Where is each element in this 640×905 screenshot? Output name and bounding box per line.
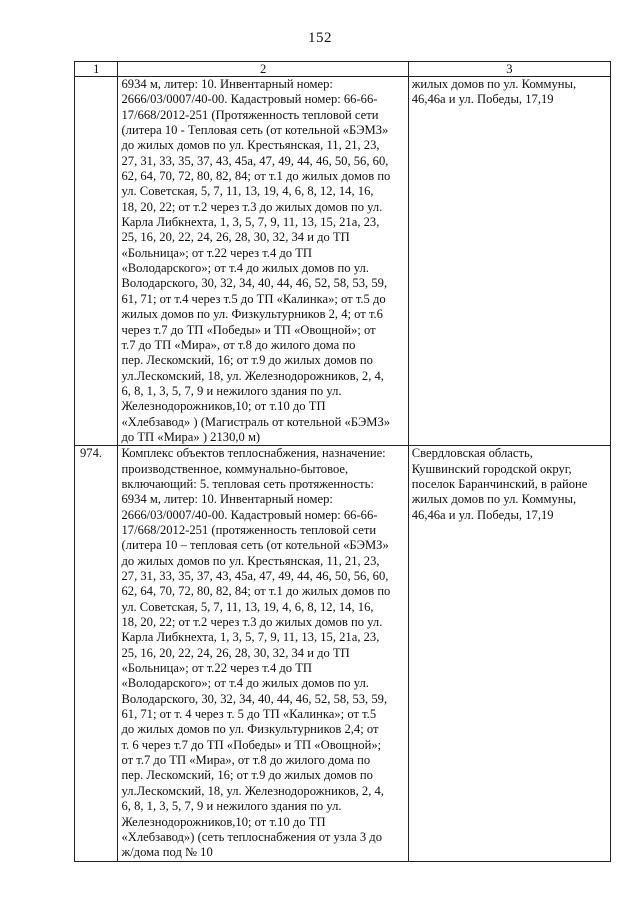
object-address-text: жилых домов по ул. Коммуны, 46,46а и ул. Победы, 17,19 [411,77,577,107]
object-description [118,446,408,861]
property-table [74,61,611,862]
object-address [408,77,610,446]
header-col-2: 2 [118,62,408,77]
header-col-3: 3 [408,62,610,77]
row-number [75,77,118,446]
object-address-text: Свердловская область, Кушвинский городской округ, поселок Баранчинский, в районе жилых домов по ул. Коммуны, 46,46а и ул. Победы, 17,19 [411,446,588,522]
object-description [118,77,408,446]
object-description-text: Комплекс объектов теплоснабжения, назначение: производственное, коммунально-бытовое, включающий: 5. тепловая сеть протяженность: 6934 м, литер: 10. Инвентарный номер: 2666/03/0007/40-00. Кадастровый номер: 66-66- 17/668/2012-251 (протяженность тепловой сети (литера 10 – тепловая сеть (от котельной «БЭМЗ» до жилых домов по ул. Крестьянская, 11, 21, 23, 27, 31, 33, 35, 37, 43, 45а, 47, 49, 44, 46, 50, 56, 60, 62, 64, 70, 72, 80, 82, 84; от т.1 до жилых домов по ул. Советская, 5, 7, 11, 13, 19, 4, 6, 8, 12, 14, 16, 18, 20, 22; от т.2 через т.3 до жилых домов по ул. Карла Либкнехта, 1, 3, 5, 7, 9, 11, 13, 15, 21а, 23, 25, 16, 20, 22, 24, 26, 28, 30, 32, 34 и до ТП «Больница»; от т.22 через т.4 до ТП «Володарского»; от т.4 до жилых домов по ул. Володарского, 30, 32, 34, 40, 44, 46, 52, 58, 53, 59, 61, 71; от т. 4 через т. 5 до ТП «Калинка»; от т.5 до жилых домов по ул. Физкультурников 2,4; от т. 6 через т.7 до ТП «Победы» и ТП «Овощной»; от т.7 до ТП «Мира», от т.8 до жилого дома по пер. Лескомский, 16; от т.9 до жилых домов по ул.Лескомский, 18, ул. Железнодорожников, 2, 4, 6, 8, 1, 3, 5, 7, 9 и нежилого здания по ул. Железнодорожников,10; от т.10 до ТП «Хлебзавод») (сеть теплоснабжения от узла 3 до ж/дома под № 10 [121,446,391,860]
object-description-text: 6934 м, литер: 10. Инвентарный номер: 2666/03/0007/40-00. Кадастровый номер: 66-66- 17/668/2012-251 (Протяженность тепловой сети (литера 10 - Тепловая сеть (от котельной «БЭМЗ» до жилых домов по ул. Крестьянская, 11, 21, 23, 27, 31, 33, 35, 37, 43, 45а, 47, 49, 44, 46, 50, 56, 60, 62, 64, 70, 72, 80, 82, 84; от т.1 до жилых домов по ул. Советская, 5, 7, 11, 13, 19, 4, 6, 8, 12, 14, 16, 18, 20, 22; от т.2 через т.3 до жилых домов по ул. Карла Либкнехта, 1, 3, 5, 7, 9, 11, 13, 15, 21а, 23, 25, 16, 20, 22, 24, 26, 28, 30, 32, 34 и до ТП «Больница»; от т.22 через т.4 до ТП «Володарского»; от т.4 до жилых домов по ул. Володарского, 30, 32, 34, 40, 44, 46, 52, 58, 53, 59, 61, 71; от т.4 через т.5 до ТП «Калинка»; от т.5 до жилых домов по ул. Физкультурников 2, 4; от т.6 через т.7 до ТП «Победы» и ТП «Овощной»; от т.7 до ТП «Мира», от т.8 до жилого дома по пер. Лескомский, 16; от т.9 до жилых домов по ул.Лескомский, 18, ул. Железнодорожников, 2, 4, 6, 8, 1, 3, 5, 7, 9 и нежилого здания по ул. Железнодорожников,10; от т.10 до ТП «Хлебзавод» ) (Магистраль от котельной «БЭМЗ» до ТП «Мира» ) 2130,0 м) [121,77,391,444]
row-number: 974. [75,446,118,861]
page-number: 152 [308,30,332,46]
object-address [408,446,610,861]
table-header-row [75,62,611,77]
header-col-1: 1 [75,62,118,77]
table-row [75,446,611,861]
table-row [75,77,611,446]
